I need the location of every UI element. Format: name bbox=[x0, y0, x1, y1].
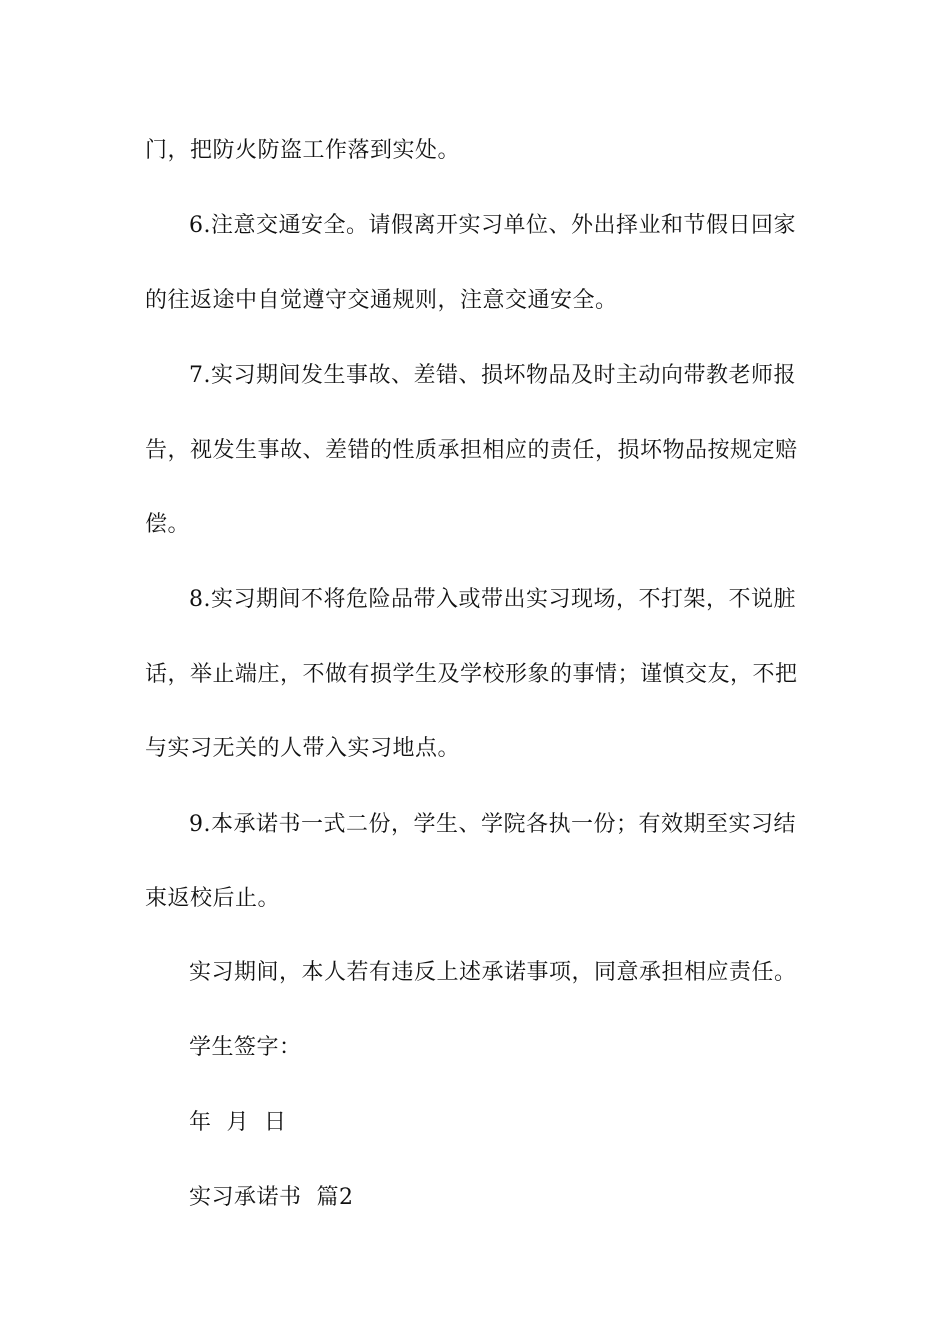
clause-8-line-3: 与实习无关的人带入实习地点。 bbox=[145, 736, 461, 761]
clause-8-line-1: 8.实习期间不将危险品带入或带出实习现场，不打架，不说脏 bbox=[189, 587, 796, 612]
text-line: 门，把防火防盗工作落到实处。 bbox=[145, 138, 461, 163]
clause-6-line-2: 的往返途中自觉遵守交通规则，注意交通安全。 bbox=[145, 288, 618, 313]
clause-7-line-3: 偿。 bbox=[145, 512, 191, 537]
clause-6-line-1: 6.注意交通安全。请假离开实习单位、外出择业和节假日回家 bbox=[189, 213, 796, 238]
clause-9-line-2: 束返校后止。 bbox=[145, 886, 281, 911]
clause-8-line-2: 话，举止端庄，不做有损学生及学校形象的事情；谨慎交友，不把 bbox=[145, 662, 798, 687]
clause-7-line-1: 7.实习期间发生事故、差错、损坏物品及时主动向带教老师报 bbox=[189, 363, 796, 388]
commitment-statement: 实习期间，本人若有违反上述承诺事项，同意承担相应责任。 bbox=[189, 960, 797, 985]
clause-7-line-2: 告，视发生事故、差错的性质承担相应的责任，损坏物品按规定赔 bbox=[145, 438, 798, 463]
section-heading-part-2: 实习承诺书 篇2 bbox=[189, 1185, 354, 1210]
date-line: 年 月 日 bbox=[189, 1110, 287, 1135]
clause-9-line-1: 9.本承诺书一式二份，学生、学院各执一份；有效期至实习结 bbox=[189, 812, 796, 837]
student-signature-label: 学生签字： bbox=[189, 1035, 302, 1060]
